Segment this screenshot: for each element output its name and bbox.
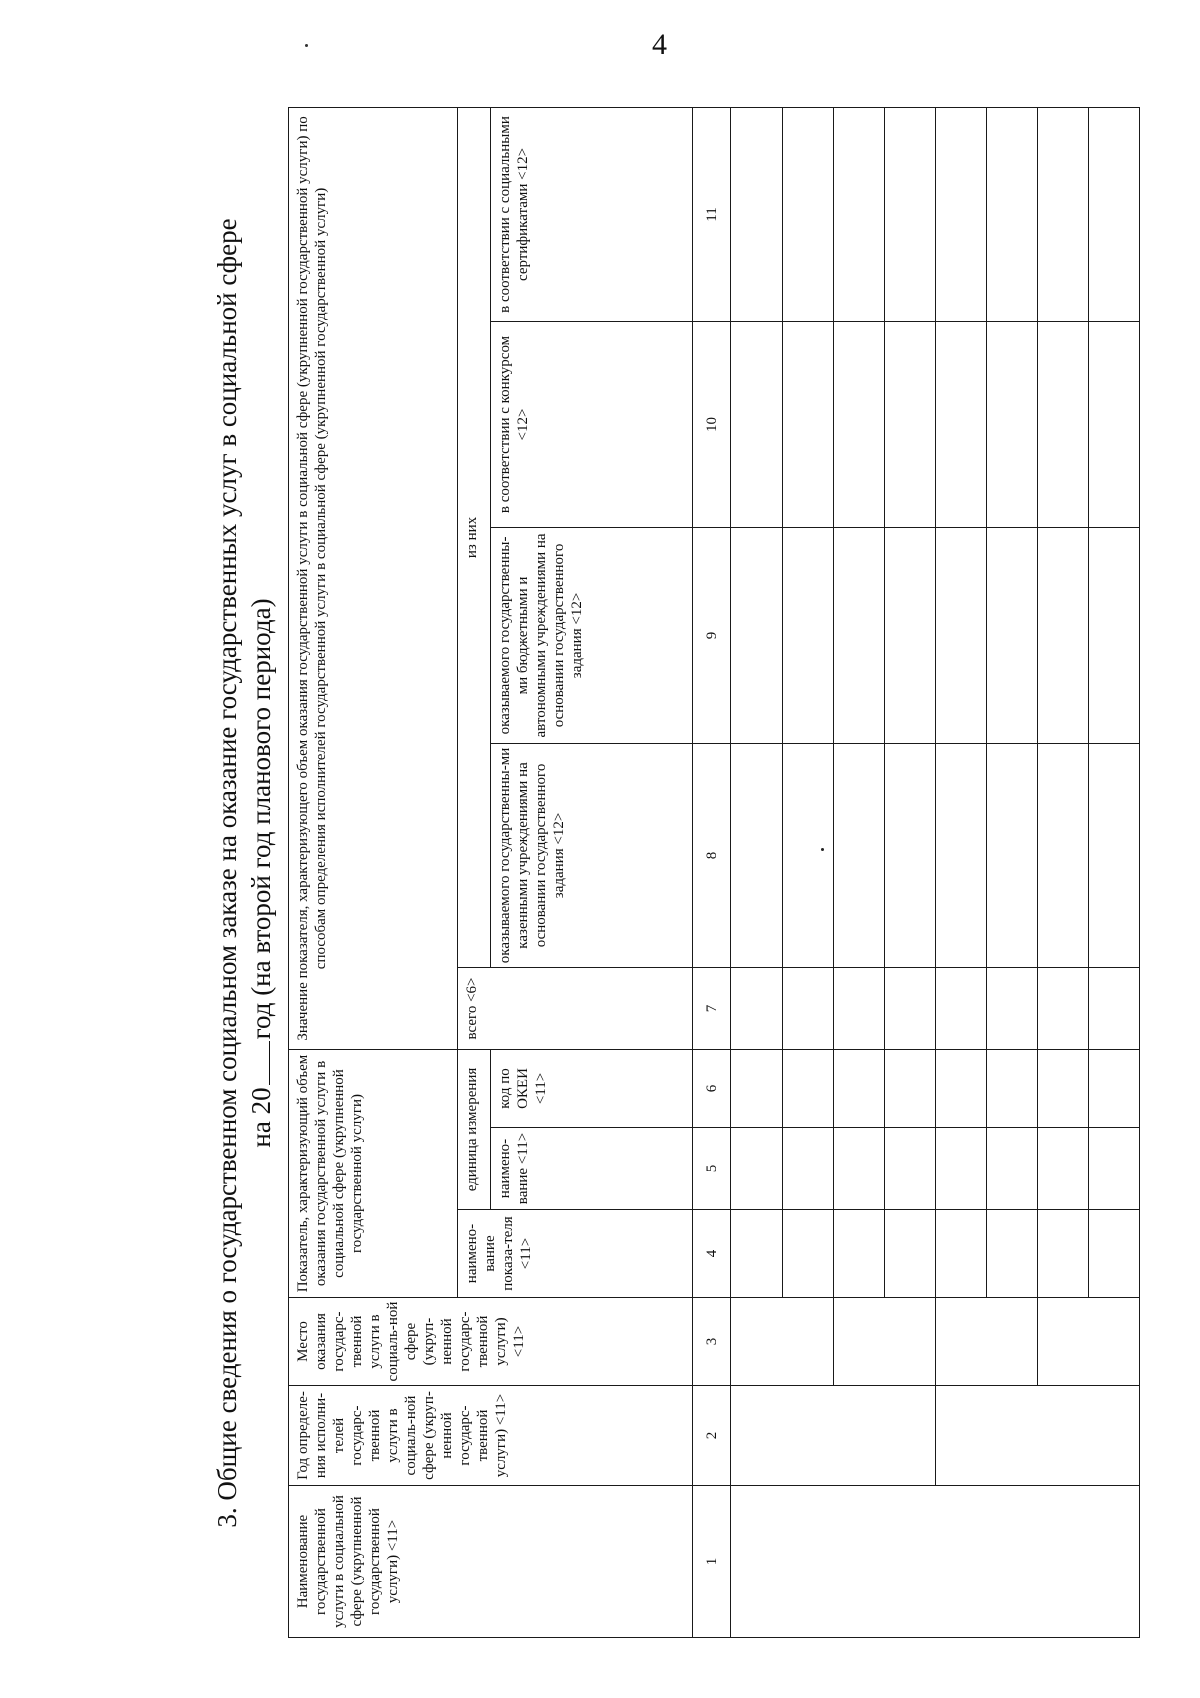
table-cell <box>1037 321 1088 527</box>
header-service-name: Наименование государственной услуги в социальной сфере (укрупненной государственной услуги) <11> <box>289 1486 693 1638</box>
column-number: 6 <box>693 1049 731 1127</box>
table-cell <box>731 1128 782 1210</box>
table-cell <box>833 527 884 743</box>
table-cell <box>935 967 986 1049</box>
table-cell <box>884 527 935 743</box>
table-cell <box>731 107 782 321</box>
table-cell <box>935 1049 986 1127</box>
column-number: 2 <box>693 1386 731 1486</box>
table-cell <box>935 527 986 743</box>
header-indicator-name: наимено-вание показа-теля <11> <box>458 1210 693 1298</box>
table-cell <box>1088 1049 1139 1127</box>
table-cell <box>884 1049 935 1127</box>
table-row <box>935 107 986 1637</box>
table-cell <box>731 743 782 967</box>
table-cell <box>1088 527 1139 743</box>
rotated-landscape-content <box>210 108 1140 1638</box>
column-number-row <box>693 107 731 1637</box>
table-cell <box>833 1210 884 1298</box>
table-cell <box>731 321 782 527</box>
table-cell <box>731 1486 1140 1638</box>
header-indicator-group: Показатель, характеризующий объем оказания государственной услуги в социальной сфере (укрупненной государственной услуги) <box>289 1049 458 1297</box>
table-cell <box>782 743 833 967</box>
table-cell <box>731 1386 935 1486</box>
table-cell <box>731 967 782 1049</box>
column-number: 4 <box>693 1210 731 1298</box>
table-cell <box>731 1210 782 1298</box>
table-cell <box>884 1128 935 1210</box>
table-cell <box>986 743 1037 967</box>
table-cell <box>986 1128 1037 1210</box>
table-cell <box>782 107 833 321</box>
column-number: 9 <box>693 527 731 743</box>
table-cell <box>1088 743 1139 967</box>
table-cell <box>1037 527 1088 743</box>
table-cell <box>833 1128 884 1210</box>
table-cell <box>782 321 833 527</box>
table-cell <box>1088 967 1139 1049</box>
page-number: 4 <box>652 28 667 61</box>
table-cell <box>935 743 986 967</box>
table-cell <box>782 1049 833 1127</box>
table-cell <box>833 1049 884 1127</box>
table-cell <box>1088 1128 1139 1210</box>
column-number: 7 <box>693 967 731 1049</box>
column-number: 1 <box>693 1486 731 1638</box>
scan-dot <box>305 44 308 47</box>
table-cell <box>986 1210 1037 1298</box>
table-cell <box>1088 1210 1139 1298</box>
table-cell <box>884 107 935 321</box>
table-cell <box>884 743 935 967</box>
table-cell <box>1088 107 1139 321</box>
table-cell <box>731 1298 833 1386</box>
table-cell <box>935 1386 1139 1486</box>
table-cell <box>833 743 884 967</box>
table-cell <box>935 1298 1037 1386</box>
table-cell <box>833 107 884 321</box>
table-cell <box>884 1210 935 1298</box>
table-cell <box>1037 1210 1088 1298</box>
table-cell <box>782 1128 833 1210</box>
table-cell <box>986 967 1037 1049</box>
table-row <box>731 107 782 1637</box>
table-cell <box>782 1210 833 1298</box>
table-cell <box>884 321 935 527</box>
header-unit-name: наимено-вание <11> <box>491 1128 693 1210</box>
header-by-budget-autonomous: оказываемого государственны-ми бюджетными и автономными учреждениями на основании государственного задания <12> <box>491 527 693 743</box>
table-cell <box>833 967 884 1049</box>
table-cell <box>833 321 884 527</box>
table-cell <box>935 321 986 527</box>
section-title-line2 <box>244 108 278 1638</box>
table-cell <box>986 321 1037 527</box>
title-year-suffix: год (на второй год планового периода) <box>246 598 276 1040</box>
table-cell <box>1037 967 1088 1049</box>
header-place: Место оказания государс-твенной услуги в социаль-ной сфере (укруп-ненной государс-твенной услуги) <11> <box>289 1298 693 1386</box>
column-number: 11 <box>693 107 731 321</box>
table-cell <box>1088 321 1139 527</box>
table-cell <box>782 527 833 743</box>
header-of-them: из них <box>458 107 491 967</box>
table-cell <box>731 1049 782 1127</box>
column-number: 3 <box>693 1298 731 1386</box>
column-number: 10 <box>693 321 731 527</box>
table-cell <box>1037 743 1088 967</box>
header-year-determination: Год определе-ния исполни-телей государс-твенной услуги в социаль-ной сфере (укруп-ненной государс-твенной услуги) <11> <box>289 1386 693 1486</box>
header-by-competition: в соответствии с конкурсом <12> <box>491 321 693 527</box>
header-unit-group: единица измерения <box>458 1049 491 1209</box>
scan-speck <box>821 848 824 851</box>
section-title-line1: 3. Общие сведения о государственном социальном заказе на оказание государственных услуг в социальной сфере <box>212 218 242 1528</box>
table-cell <box>1037 1128 1088 1210</box>
table-cell <box>731 527 782 743</box>
header-total: всего <6> <box>458 967 693 1049</box>
header-by-certificates: в соответствии с социальными сертификатами <12> <box>491 107 693 321</box>
header-by-state-institutions: оказываемого государственны-ми казенными учреждениями на основании государственного задания <12> <box>491 743 693 967</box>
social-order-table <box>288 107 1140 1638</box>
table-cell <box>1037 107 1088 321</box>
table-cell <box>986 527 1037 743</box>
table-cell <box>782 967 833 1049</box>
table-cell <box>935 1128 986 1210</box>
column-number: 8 <box>693 743 731 967</box>
year-blank-field <box>245 1041 270 1085</box>
section-title <box>210 108 278 1638</box>
title-year-prefix: на 20 <box>246 1087 276 1148</box>
header-value-group: Значение показателя, характеризующего объем оказания государственной услуги в социальной сфере (укрупненной государственной услуги) по способам определения исполнителей государственной услуги в социальной сфере (укрупненной государственной услуги) <box>289 107 458 1049</box>
column-number: 5 <box>693 1128 731 1210</box>
header-unit-okei: код по ОКЕИ <11> <box>491 1049 693 1127</box>
table-cell <box>935 1210 986 1298</box>
table-cell <box>1037 1298 1139 1386</box>
table-cell <box>833 1298 935 1386</box>
table-cell <box>884 967 935 1049</box>
header-row-1 <box>289 107 458 1637</box>
table-cell <box>986 1049 1037 1127</box>
table-cell <box>1037 1049 1088 1127</box>
table-cell <box>935 107 986 321</box>
table-cell <box>986 107 1037 321</box>
